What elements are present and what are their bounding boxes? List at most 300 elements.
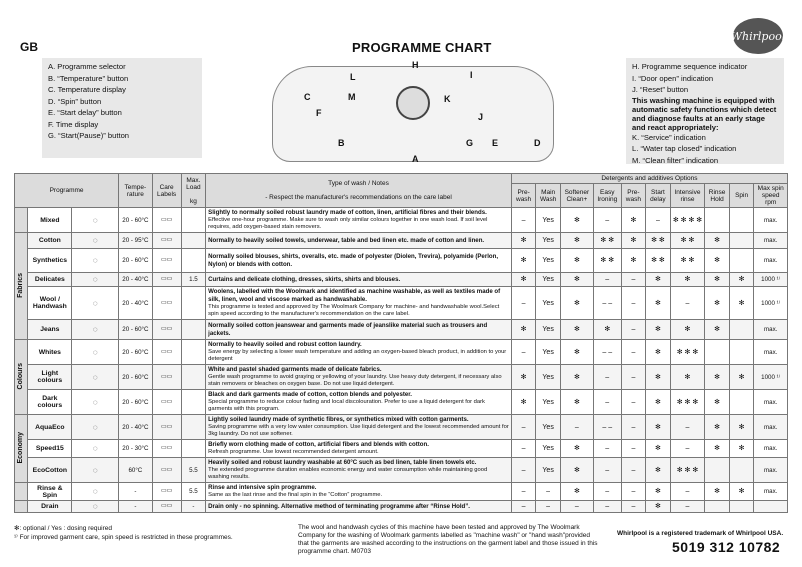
option-cell: ✻ (705, 233, 730, 249)
group-label: Fabrics (17, 272, 24, 298)
option-cell: – (511, 340, 536, 365)
label-d: D (534, 138, 541, 148)
max-spin-value: max. (754, 233, 788, 249)
programme-name: Mixed (28, 208, 72, 233)
wash-notes (206, 208, 512, 233)
option-cell: Yes (536, 365, 561, 390)
wash-notes-bold: Briefly worn clothing made of cotton, artificial fibers and blends with cotton. (208, 441, 429, 448)
col-startdelay: Start delay (646, 184, 671, 208)
option-cell: – (511, 483, 536, 501)
option-cell: – (621, 340, 646, 365)
wash-notes (206, 320, 512, 340)
option-cell: – (621, 415, 646, 440)
option-cell: ✻ (621, 249, 646, 273)
option-cell: Yes (536, 390, 561, 415)
programme-name: Wool / Handwash (28, 287, 72, 320)
legend-item: H. Programme sequence indicator (632, 62, 748, 71)
option-cell: Yes (536, 208, 561, 233)
option-cell: Yes (536, 340, 561, 365)
option-cell: ✻ ✻ ✻ (670, 340, 705, 365)
col-prewash: Pre- wash (511, 184, 536, 208)
table-row (15, 233, 788, 249)
wash-notes-bold: Drain only - no spinning. Alternative method of terminating programme after “Rinse Hold”. (208, 502, 470, 510)
temperature-value: 20 - 60°C (119, 365, 152, 390)
programme-icon: ◌ (72, 440, 119, 458)
max-spin-value: max. (754, 458, 788, 483)
table-row (15, 440, 788, 458)
label-i: I (470, 70, 473, 80)
max-spin-value (754, 501, 788, 513)
legend-item: D. “Spin” button (48, 96, 102, 106)
max-spin-value: max. (754, 483, 788, 501)
option-cell: ✻ ✻ (670, 249, 705, 273)
care-label-icons: ▭▭ (152, 287, 181, 320)
programme-icon: ◌ (72, 287, 119, 320)
group-cell (15, 501, 28, 513)
temperature-value: 20 - 40°C (119, 287, 152, 320)
option-cell: ✻ (511, 390, 536, 415)
wash-notes (206, 340, 512, 365)
wash-notes-bold: Woolens, labelled with the Woolmark and identified as machine washable, as well as textiles made of silk, linen, wool and viscose marked as handwashable. (208, 288, 501, 303)
col-mainwash: Main Wash (536, 184, 561, 208)
wash-notes-detail: Special programme to reduce colour fading and local discolouration. Prefer to use a liquid detergent for dark garments with this program. (208, 399, 485, 412)
option-cell: – (560, 501, 593, 513)
option-cell: ✻ (646, 365, 671, 390)
col-load (181, 174, 206, 208)
care-label-icons: ▭▭ (152, 208, 181, 233)
option-cell: – (621, 287, 646, 320)
max-spin-value: max. (754, 208, 788, 233)
load-value (181, 365, 206, 390)
wash-notes-bold: Rinse and intensive spin programme. (208, 484, 317, 491)
option-cell: ✻ (729, 273, 754, 287)
max-spin-value: max. (754, 415, 788, 440)
table-row (15, 273, 788, 287)
option-cell: Yes (536, 233, 561, 249)
label-b: B (338, 138, 345, 148)
label-a: A (412, 154, 419, 164)
programme-name: AquaEco (28, 415, 72, 440)
wash-notes-detail: Gentle wash programme to avoid graying or yellowing of your laundry. Use heavy duty detergent, if necessary also stain removers or bleaches on oxygen base. Do not use liquid detergent. (208, 374, 502, 387)
col-maxspin: Max spin speed rpm (754, 184, 788, 208)
legend-item: A. Programme selector (48, 62, 126, 71)
care-label-icons: ▭▭ (152, 440, 181, 458)
trademark-note: Whirlpool is a registered trademark of Whirlpool USA. (617, 530, 784, 537)
option-cell: – (593, 501, 621, 513)
load-value (181, 249, 206, 273)
load-value (181, 340, 206, 365)
temperature-value: - (119, 483, 152, 501)
wash-notes (206, 458, 512, 483)
temperature-value: 20 - 40°C (119, 415, 152, 440)
document-code: 5019 312 10782 (672, 539, 781, 555)
max-spin-value: 1000 ¹⁾ (754, 273, 788, 287)
option-cell (705, 458, 730, 483)
programme-name: Dark colours (28, 390, 72, 415)
option-cell: ✻ (646, 390, 671, 415)
option-cell (729, 340, 754, 365)
option-cell: ✻ (560, 340, 593, 365)
wash-notes-bold: White and pastel shaded garments made of delicate fabrics. (208, 366, 382, 373)
option-cell: Yes (536, 415, 561, 440)
wash-notes (206, 483, 512, 501)
option-cell: – (511, 458, 536, 483)
col-type-label: Type of wash / Notes (328, 180, 389, 187)
country-code: GB (20, 40, 38, 54)
option-cell: – (593, 483, 621, 501)
wash-notes-bold: Normally soiled blouses, shirts, overalls, etc. made of polyester (Diolen, Trevira), polyamide (Perlon, Nylon) or blends with cotton. (208, 252, 499, 268)
wash-notes (206, 249, 512, 273)
programme-icon: ◌ (72, 273, 119, 287)
wash-notes-bold: Normally soiled cotton jeanswear and garments made of jeanslike material such as trousers and jackets. (208, 321, 488, 337)
care-label-icons: ▭▭ (152, 365, 181, 390)
programme-name: Synthetics (28, 249, 72, 273)
option-cell: ✻ (705, 273, 730, 287)
label-h: H (412, 60, 419, 70)
table-row (15, 320, 788, 340)
option-cell: ✻ (560, 233, 593, 249)
option-cell: – – (593, 340, 621, 365)
max-spin-value: max. (754, 390, 788, 415)
max-spin-value: max. (754, 320, 788, 340)
option-cell: – (511, 415, 536, 440)
label-c: C (304, 92, 311, 102)
care-label-icons: ▭▭ (152, 501, 181, 513)
table-row (15, 365, 788, 390)
wash-notes-detail: The extended programme duration enables economic energy and water consumption while maintaining good washing results. (208, 467, 488, 480)
care-label-icons: ▭▭ (152, 483, 181, 501)
wash-notes (206, 233, 512, 249)
option-cell: – (621, 365, 646, 390)
option-cell: ✻ (646, 320, 671, 340)
max-spin-value: 1000 ¹⁾ (754, 365, 788, 390)
option-cell: – (621, 320, 646, 340)
care-label-icons: ▭▭ (152, 458, 181, 483)
load-value (181, 320, 206, 340)
table-row (15, 483, 788, 501)
table-row (15, 287, 788, 320)
option-cell: ✻ (705, 390, 730, 415)
option-cell: ✻ (560, 287, 593, 320)
col-load-label: Max. Load (186, 176, 201, 191)
option-cell: ✻ (670, 320, 705, 340)
col-programme: Programme (15, 174, 119, 208)
wash-notes-detail: Same as the last rinse and the final spin in the “Cotton” programme. (208, 492, 383, 498)
col-load-unit: kg (189, 197, 197, 205)
option-cell: – (670, 415, 705, 440)
option-cell: ✻ (705, 287, 730, 320)
option-cell: ✻ ✻ (593, 249, 621, 273)
temperature-value: 20 - 60°C (119, 340, 152, 365)
temperature-value: 20 - 60°C (119, 249, 152, 273)
option-cell: – (511, 440, 536, 458)
option-cell (729, 390, 754, 415)
temperature-value: 20 - 40°C (119, 273, 152, 287)
programme-name: Cotton (28, 233, 72, 249)
table-row (15, 249, 788, 273)
option-cell: – (621, 483, 646, 501)
col-rinsehold: Rinse Hold (705, 184, 730, 208)
option-cell: ✻ (511, 233, 536, 249)
programme-dial (396, 86, 430, 120)
max-spin-value: max. (754, 440, 788, 458)
option-cell: ✻ ✻ (646, 249, 671, 273)
option-cell: ✻ (560, 440, 593, 458)
wash-notes-bold: Black and dark garments made of cotton, cotton blends and polyester. (208, 391, 412, 398)
col-temperature: Tempe- rature (119, 174, 152, 208)
programme-icon: ◌ (72, 320, 119, 340)
label-j: J (478, 112, 484, 122)
option-cell: ✻ (705, 320, 730, 340)
option-cell (729, 320, 754, 340)
legend-item: G. “Start(Pause)” button (48, 131, 130, 140)
option-cell: ✻ (705, 440, 730, 458)
group-label: Colours (17, 362, 24, 390)
option-cell (729, 458, 754, 483)
option-cell: ✻ (560, 320, 593, 340)
footnotes (14, 524, 233, 542)
option-cell: ✻ (705, 249, 730, 273)
group-cell (15, 208, 28, 233)
load-value: - (181, 501, 206, 513)
option-cell: ✻ (705, 365, 730, 390)
option-cell: – (536, 501, 561, 513)
programme-name: Jeans (28, 320, 72, 340)
group-cell (15, 233, 28, 340)
programme-name: EcoCotton (28, 458, 72, 483)
programme-icon: ◌ (72, 365, 119, 390)
table-row (15, 340, 788, 365)
option-cell: – (621, 390, 646, 415)
programme-icon: ◌ (72, 458, 119, 483)
wash-notes (206, 287, 512, 320)
col-care: Care Labels (152, 174, 181, 208)
footnote-optional: ✻: optional / Yes : dosing required (14, 525, 112, 532)
option-cell (729, 233, 754, 249)
legend-left (42, 58, 202, 158)
col-type (206, 174, 512, 208)
temperature-value: 20 - 95°C (119, 233, 152, 249)
page-title: PROGRAMME CHART (352, 40, 492, 55)
programme-icon: ◌ (72, 483, 119, 501)
table-row (15, 208, 788, 233)
option-cell: – (621, 501, 646, 513)
wash-notes-bold: Slightly to normally soiled robust laundry made of cotton, linen, artificial fibres and their blends. (208, 209, 487, 216)
programme-name: Rinse & Spin (28, 483, 72, 501)
option-cell (729, 249, 754, 273)
load-value (181, 208, 206, 233)
option-cell: – (560, 415, 593, 440)
option-cell: – (593, 365, 621, 390)
option-cell: ✻ (729, 483, 754, 501)
option-cell: ✻ (511, 249, 536, 273)
option-cell: – – (593, 287, 621, 320)
table-row (15, 390, 788, 415)
group-cell (15, 340, 28, 415)
programme-name: Drain (28, 501, 72, 513)
option-cell: ✻ ✻ ✻ (670, 390, 705, 415)
option-cell: Yes (536, 458, 561, 483)
legend-item: B. “Temperature” button (48, 73, 129, 83)
care-label-icons: ▭▭ (152, 249, 181, 273)
option-cell: – (670, 287, 705, 320)
programme-icon: ◌ (72, 415, 119, 440)
temperature-value: 60°C (119, 458, 152, 483)
option-cell: ✻ (729, 415, 754, 440)
wash-notes-detail: Save energy by selecting a lower wash temperature and adding an oxygen-based bleach product, in addition to your detergent (208, 349, 507, 362)
wash-notes (206, 390, 512, 415)
option-cell: ✻ (560, 365, 593, 390)
option-cell: – (511, 501, 536, 513)
option-cell: ✻ ✻ ✻ ✻ (670, 208, 705, 233)
legend-item: K. “Service” indication (632, 132, 706, 142)
care-label-icons: ▭▭ (152, 390, 181, 415)
col-detergents: Detergents and additives Options (511, 174, 787, 184)
max-spin-value: max. (754, 249, 788, 273)
option-cell (705, 208, 730, 233)
load-value (181, 390, 206, 415)
temperature-value: 20 - 30°C (119, 440, 152, 458)
legend-item: L. “Water tap closed” indication (632, 144, 737, 153)
option-cell: Yes (536, 287, 561, 320)
option-cell: ✻ (511, 365, 536, 390)
option-cell: – (593, 390, 621, 415)
wash-notes-detail: Refresh programme. Use lowest recommended detergent amount. (208, 449, 379, 455)
wash-notes-detail: Effective one-hour programme. Make sure to wash only similar colours together in one wash load. If soil level requires, add oxygen-based stain removers. (208, 217, 488, 230)
label-k: K (444, 94, 451, 104)
legend-item: M. “Clean filter” indication (632, 155, 719, 165)
load-value: 5.5 (181, 483, 206, 501)
programme-icon: ◌ (72, 208, 119, 233)
wash-notes-bold: Normally to heavily soiled and robust cotton laundry. (208, 341, 362, 348)
legend-item: J. “Reset” button (632, 85, 689, 94)
option-cell: ✻ (646, 440, 671, 458)
wash-notes (206, 365, 512, 390)
option-cell: ✻ (511, 273, 536, 287)
option-cell: – (670, 501, 705, 513)
load-value (181, 287, 206, 320)
option-cell: – (621, 458, 646, 483)
safety-note: This washing machine is equipped with automatic safety functions which detect and diagnose faults at an early stage and react appropriately: (632, 95, 777, 132)
wash-notes (206, 501, 512, 513)
option-cell: ✻ ✻ (670, 233, 705, 249)
care-label-icons: ▭▭ (152, 340, 181, 365)
load-value (181, 440, 206, 458)
max-spin-value: max. (754, 340, 788, 365)
option-cell: Yes (536, 249, 561, 273)
care-label-icons: ▭▭ (152, 233, 181, 249)
max-spin-value: 1000 ¹⁾ (754, 287, 788, 320)
group-cell (15, 483, 28, 501)
legend-item: F. Time display (48, 119, 99, 129)
option-cell: ✻ (621, 233, 646, 249)
option-cell (705, 340, 730, 365)
label-e: E (492, 138, 499, 148)
option-cell: – (593, 440, 621, 458)
option-cell: – (511, 208, 536, 233)
option-cell: – (670, 483, 705, 501)
brand-logo: Whirlpool (733, 18, 783, 54)
option-cell: ✻ (646, 340, 671, 365)
programme-icon: ◌ (72, 249, 119, 273)
option-cell: ✻ (646, 273, 671, 287)
group-cell (15, 415, 28, 483)
option-cell: – (621, 440, 646, 458)
temperature-value: - (119, 501, 152, 513)
option-cell: – (646, 208, 671, 233)
option-cell: – (593, 458, 621, 483)
label-g: G (466, 138, 474, 148)
option-cell: – (593, 208, 621, 233)
option-cell: – (621, 273, 646, 287)
option-cell: ✻ (646, 458, 671, 483)
table-row (15, 501, 788, 513)
option-cell (729, 208, 754, 233)
footnote-spin: ¹⁾ For improved garment care, spin speed is restricted in these programmes. (14, 534, 233, 541)
option-cell: ✻ (560, 208, 593, 233)
col-opt-prewash: Pre- wash (621, 184, 646, 208)
option-cell: – (593, 273, 621, 287)
wash-notes-bold: Normally to heavily soiled towels, underwear, table and bed linen etc. made of cotton and linen. (208, 236, 485, 244)
table-row (15, 415, 788, 440)
wash-notes-detail: Saving programme with a very low water consumption. Use liquid detergent and the lowest recommended amount for 3kg laundry. Do not use softener. (208, 424, 509, 437)
temperature-value: 20 - 60°C (119, 390, 152, 415)
option-cell (729, 501, 754, 513)
option-cell: ✻ (646, 483, 671, 501)
wash-notes-detail: This programme is tested and approved by The Woolmark Company for machine- and handwashable wool.Select spin speed according to the manufacturer's recommendation on the care label. (208, 304, 500, 317)
label-l: L (350, 72, 356, 82)
option-cell: ✻ (646, 501, 671, 513)
wash-notes-bold: Curtains and delicate clothing, dresses, skirts, shirts and blouses. (208, 275, 401, 283)
option-cell: ✻ (511, 320, 536, 340)
col-spin: Spin (729, 184, 754, 208)
option-cell: – (511, 287, 536, 320)
option-cell: ✻ (560, 458, 593, 483)
load-value (181, 415, 206, 440)
programme-icon: ◌ (72, 340, 119, 365)
option-cell: Yes (536, 320, 561, 340)
col-easyironing: Easy Ironing (593, 184, 621, 208)
programme-table (14, 173, 788, 513)
load-value: 5.5 (181, 458, 206, 483)
option-cell: ✻ (705, 483, 730, 501)
wash-notes-bold: Heavily soiled and robust laundry washable at 60°C such as bed linen, table linen towels etc. (208, 459, 477, 466)
woolmark-note: The wool and handwash cycles of this machine have been tested and approved by The Woolmark Company for the washing of Woolmark garments labelled as "machine wash" or "hand wash"provided that the garments are washed according to the instructions on the garment label and those issued in this programme chart. M0703 (298, 524, 598, 555)
programme-icon: ◌ (72, 390, 119, 415)
wash-notes (206, 415, 512, 440)
option-cell: ✻ (729, 440, 754, 458)
option-cell: – – (593, 415, 621, 440)
wash-notes (206, 440, 512, 458)
option-cell: ✻ ✻ (593, 233, 621, 249)
option-cell: ✻ (560, 483, 593, 501)
option-cell: ✻ (729, 365, 754, 390)
option-cell (705, 501, 730, 513)
legend-right (626, 58, 784, 164)
option-cell: ✻ (593, 320, 621, 340)
option-cell: ✻ (646, 287, 671, 320)
col-softener: Softener Clean+ (560, 184, 593, 208)
programme-icon: ◌ (72, 501, 119, 513)
option-cell: ✻ ✻ ✻ (670, 458, 705, 483)
option-cell: ✻ (560, 273, 593, 287)
wash-notes (206, 273, 512, 287)
col-type-sub: - Respect the manufacturer's recommendations on the care label (265, 194, 452, 201)
load-value: 1.5 (181, 273, 206, 287)
programme-name: Whites (28, 340, 72, 365)
option-cell: – (670, 440, 705, 458)
control-panel-diagram (272, 60, 554, 168)
